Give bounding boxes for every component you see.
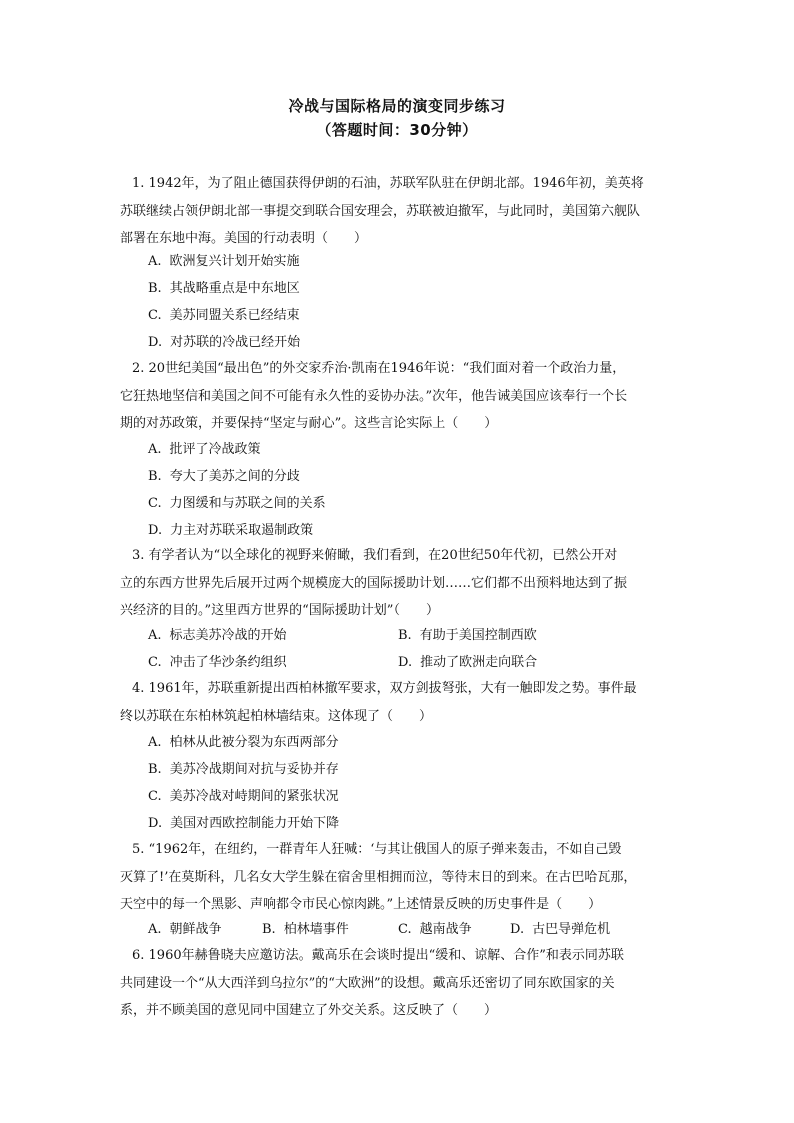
question-line: 共同建设一个“从大西洋到乌拉尔”的“大欧洲”的设想。戴高乐还密切了同东欧国家的关: [120, 975, 615, 991]
question-2-stem: [120, 355, 680, 438]
question-line: 苏联继续占领伊朗北部一事提交到联合国安理会，苏联被迫撤军，与此同时，美国第六舰队: [120, 203, 641, 219]
q1-option-b: B. 其战略重点是中东地区: [148, 281, 300, 296]
question-line: 部署在东地中海。美国的行动表明（ ）: [120, 231, 368, 246]
q2-option-b: B. 夸大了美苏之间的分歧: [148, 469, 300, 484]
question-line: 6. 1960年赫鲁晓夫应邀访法。戴高乐在会谈时提出“缓和、谅解、合作”和表示同苏联: [132, 948, 624, 963]
question-1-stem: [120, 170, 680, 253]
question-3-stem: [120, 542, 680, 625]
question-line: 它狂热地坚信和美国之间不可能有永久性的妥协办法。”次年，他告诫美国应该奉行一个长: [120, 388, 628, 404]
q4-option-d: D. 美国对西欧控制能力开始下降: [148, 816, 340, 831]
q1-option-c: C. 美苏同盟关系已经结束: [148, 308, 300, 323]
q1-option-a: A. 欧洲复兴计划开始实施: [148, 254, 300, 269]
q5-option-c: C. 越南战争: [398, 922, 472, 937]
question-5-stem: [120, 836, 680, 919]
question-line: 终以苏联在东柏林筑起柏林墙结束。这体现了（ ）: [120, 708, 433, 724]
q5-option-b: B. 柏林墙事件: [262, 922, 349, 937]
page-subtitle: （答题时间：30分钟）: [316, 121, 478, 139]
question-line: 兴经济的目的。”这里西方世界的“国际援助计划”（ ）: [120, 603, 439, 618]
q5-option-d: D. 古巴导弹危机: [510, 922, 611, 937]
page-title: 冷战与国际格局的演变同步练习: [288, 97, 506, 115]
q3-option-a: A. 标志美苏冷战的开始: [148, 628, 287, 643]
q1-option-d: D. 对苏联的冷战已经开始: [148, 335, 301, 350]
question-line: 4. 1961年，苏联重新提出西柏林撤军要求，双方剑拔弩张，大有一触即发之势。事件最: [132, 681, 637, 696]
question-6-stem: [120, 942, 680, 1025]
q2-option-c: C. 力图缓和与苏联之间的关系: [148, 496, 326, 511]
question-line: 3. 有学者认为“以全球化的视野来俯瞰，我们看到，在20世纪50年代初，已然公开对: [132, 548, 618, 563]
q3-option-c: C. 冲击了华沙条约组织: [148, 655, 287, 670]
question-line: 灭算了!’在莫斯科，几名女大学生躲在宿舍里相拥而泣，等待末日的到来。在古巴哈瓦那，: [120, 869, 637, 885]
question-line: 系，并不顾美国的意见同中国建立了外交关系。这反映了（ ）: [120, 1003, 498, 1018]
q2-option-d: D. 力主对苏联采取遏制政策: [148, 523, 314, 538]
q3-option-d: D. 推动了欧洲走向联合: [398, 655, 538, 670]
question-line: 天空中的每一个黑影、声响都令市民心惊肉跳。”上述情景反映的历史事件是（ ）: [120, 897, 602, 912]
question-line: 1. 1942年，为了阻止德国获得伊朗的石油，苏联军队驻在伊朗北部。1946年初，美英将: [132, 176, 644, 191]
q3-option-b: B. 有助于美国控制西欧: [398, 628, 537, 643]
q2-option-a: A. 批评了冷战政策: [148, 442, 261, 457]
question-line: 5. “1962年，在纽约，一群青年人狂喊：‘与其让俄国人的原子弹来轰击，不如自己毁: [132, 842, 622, 857]
question-4-stem: [120, 675, 680, 730]
q4-option-a: A. 柏林从此被分裂为东西两部分: [148, 735, 339, 750]
question-line: 2. 20世纪美国“最出色”的外交家乔治·凯南在1946年说：“我们面对着一个政治力量，: [132, 361, 626, 376]
question-line: 立的东西方世界先后展开过两个规模庞大的国际援助计划……它们都不出预料地达到了振: [120, 575, 628, 591]
q5-option-a: A. 朝鲜战争: [148, 922, 222, 937]
q4-option-b: B. 美苏冷战期间对抗与妥协并存: [148, 762, 339, 777]
question-line: 期的对苏政策，并要保持“坚定与耐心”。这些言论实际上（ ）: [120, 416, 498, 431]
q4-option-c: C. 美苏冷战对峙期间的紧张状况: [148, 789, 339, 804]
